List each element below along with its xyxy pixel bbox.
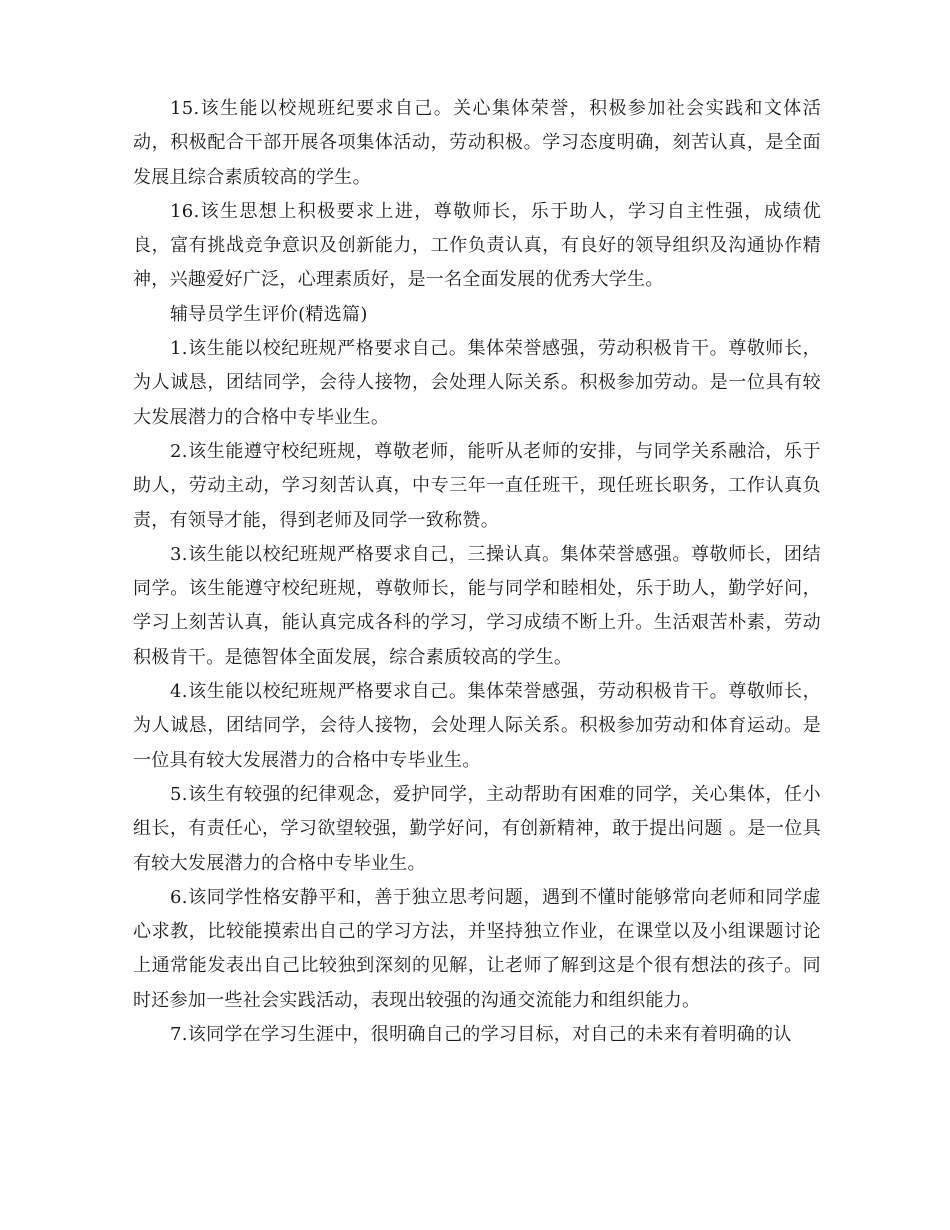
paragraph-1: 1.该生能以校纪班规严格要求自己。集体荣誉感强，劳动积极肯干。尊敬师长，为人诚恳，团结同学，会待人接物，会处理人际关系。积极参加劳动。是一位具有较大发展潜力的合格中专毕业生。 — [133, 338, 821, 428]
paragraph-7: 7.该同学在学习生涯中，很明确自己的学习目标，对自己的未来有着明确的认 — [170, 1024, 792, 1046]
paragraph-6: 6.该同学性格安静平和，善于独立思考问题，遇到不懂时能够常向老师和同学虚心求教，比较能摸索出自己的学习方法，并坚持独立作业，在课堂以及小组课题讨论上通常能发表出自己比较独到深刻的见解，让老师了解到这是个很有想法的孩子。同时还参加一些社会实践活动，表现出较强的沟通交流能力和组织能力。 — [133, 886, 821, 1011]
paragraph-5: 5.该生有较强的纪律观念，爱护同学，主动帮助有困难的同学，关心集体，任小组长，有责任心，学习欲望较强，勤学好问，有创新精神，敢于提出问题 。是一位具有较大发展潜力的合格中专毕业生。 — [133, 783, 821, 874]
paragraph-15: 15.该生能以校规班纪要求自己。关心集体荣誉，积极参加社会实践和文体活动，积极配合干部开展各项集体活动，劳动积极。学习态度明确，刻苦认真，是全面发展且综合素质较高的学生。 — [133, 98, 821, 188]
paragraph-2: 2.该生能遵守校纪班规，尊敬老师，能听从老师的安排，与同学关系融洽，乐于助人，劳动主动，学习刻苦认真，中专三年一直任班干，现任班长职务，工作认真负责，有领导才能，得到老师及同学一致称赞。 — [133, 440, 821, 531]
section-heading: 辅导员学生评价(精选篇) — [170, 303, 368, 325]
paragraph-3: 3.该生能以校纪班规严格要求自己，三操认真。集体荣誉感强。尊敬师长，团结同学。该生能遵守校纪班规，尊敬师长，能与同学和睦相处，乐于助人，勤学好问，学习上刻苦认真，能认真完成各科的学习，学习成绩不断上升。生活艰苦朴素，劳动积极肯干。是德智体全面发展，综合素质较高的学生。 — [133, 543, 821, 668]
document-body — [133, 92, 821, 1052]
paragraph-16: 16.该生思想上积极要求上进，尊敬师长，乐于助人，学习自主性强，成绩优良，富有挑战竞争意识及创新能力，工作负责认真，有良好的领导组织及沟通协作精神，兴趣爱好广泛，心理素质好，是一名全面发展的优秀大学生。 — [133, 200, 821, 291]
paragraph-4: 4.该生能以校纪班规严格要求自己。集体荣誉感强，劳动积极肯干。尊敬师长，为人诚恳，团结同学，会待人接物，会处理人际关系。积极参加劳动和体育运动。是一位具有较大发展潜力的合格中专毕业生。 — [133, 681, 821, 771]
